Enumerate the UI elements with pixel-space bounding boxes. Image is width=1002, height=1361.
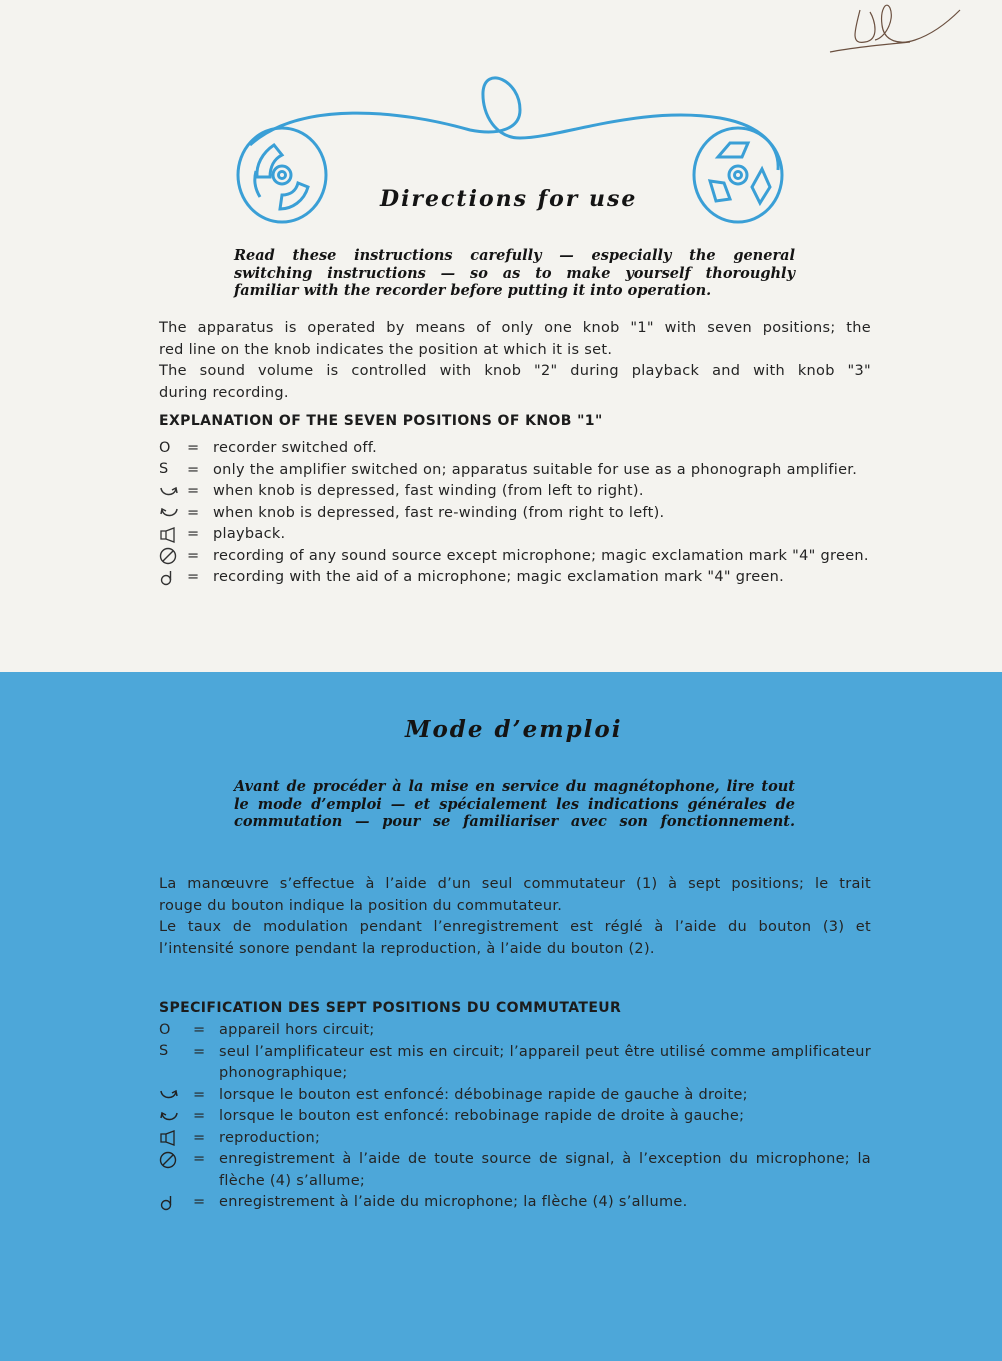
intro-line: familiar with the recorder before putting it into operation.: [234, 282, 712, 299]
fast-wind-icon: [159, 1085, 183, 1106]
record-no-mic-icon: [159, 546, 183, 567]
equals-sign: =: [187, 504, 200, 521]
english-positions-list: [159, 438, 871, 589]
list-item: [159, 460, 871, 482]
list-item: [159, 1192, 871, 1214]
item-text: when knob is depressed, fast re-winding (from right to left).: [213, 504, 665, 521]
item-text: recorder switched off.: [213, 440, 378, 456]
list-item: [159, 546, 871, 568]
equals-sign: =: [193, 1022, 206, 1038]
equals-sign: =: [187, 483, 200, 499]
equals-sign: =: [193, 1151, 206, 1167]
letter-s-symbol: S: [159, 1043, 169, 1060]
letter-s-symbol: S: [159, 461, 169, 478]
equals-sign: =: [187, 569, 200, 585]
equals-sign: =: [193, 1194, 206, 1210]
list-item: [159, 503, 871, 525]
circle-o-symbol: O: [159, 1021, 171, 1038]
equals-sign: =: [187, 440, 200, 456]
list-item: [159, 1020, 871, 1042]
item-text: when knob is depressed, fast winding (from left to right).: [213, 483, 644, 499]
french-heading: SPECIFICATION DES SEPT POSITIONS DU COMMUTATEUR: [159, 1000, 622, 1016]
playback-speaker-icon: [159, 1128, 183, 1149]
english-intro: [234, 247, 795, 300]
item-text: enregistrement à l’aide de toute source de signal, à l’exception du microphone; la flèche (4) s’allume;: [219, 1151, 871, 1189]
french-paragraph: [159, 874, 871, 960]
paragraph-line: The sound volume is controlled with knob "2" during playback and with knob "3": [159, 363, 871, 379]
english-paragraph: [159, 318, 871, 404]
microphone-icon: [159, 1192, 183, 1213]
item-text: lorsque le bouton est enfoncé: débobinage rapide de gauche à droite;: [219, 1086, 748, 1103]
equals-sign: =: [193, 1043, 206, 1060]
english-heading: EXPLANATION OF THE SEVEN POSITIONS OF KNOB "1": [159, 413, 603, 429]
intro-line: le mode d’emploi — et spécialement les indications générales de: [234, 795, 795, 813]
equals-sign: =: [193, 1129, 206, 1146]
list-item: [159, 1106, 871, 1128]
paragraph-line: during recording.: [159, 384, 289, 401]
list-item: [159, 1149, 871, 1192]
intro-line: Read these instructions carefully — especially the general: [234, 247, 795, 264]
record-no-mic-icon: [159, 1149, 183, 1170]
equals-sign: =: [193, 1086, 206, 1103]
equals-sign: =: [187, 547, 200, 564]
list-item: [159, 438, 871, 460]
paragraph-line: red line on the knob indicates the position at which it is set.: [159, 341, 613, 358]
list-item: [159, 1085, 871, 1107]
list-item: [159, 1042, 871, 1085]
equals-sign: =: [187, 461, 200, 478]
paragraph-line: La manœuvre s’effectue à l’aide d’un seul commutateur (1) à sept positions; le trait: [159, 876, 871, 892]
list-item: [159, 481, 871, 503]
paragraph-line: l’intensité sonore pendant la reproduction, à l’aide du bouton (2).: [159, 940, 655, 957]
french-section: [0, 672, 1002, 1361]
paragraph-line: Le taux de modulation pendant l’enregistrement est réglé à l’aide du bouton (3) et: [159, 919, 871, 935]
microphone-icon: [159, 567, 183, 588]
item-text: recording with the aid of a microphone; magic exclamation mark "4" green.: [213, 569, 785, 585]
equals-sign: =: [193, 1108, 206, 1124]
item-text: recording of any sound source except microphone; magic exclamation mark "4" green.: [213, 547, 869, 564]
french-title: Mode d’emploi: [405, 716, 623, 743]
equals-sign: =: [187, 526, 200, 542]
item-text: playback.: [213, 526, 286, 542]
english-title: Directions for use: [380, 186, 638, 212]
fast-wind-icon: [159, 481, 183, 502]
paragraph-line: rouge du bouton indique la position du commutateur.: [159, 897, 563, 914]
french-intro: [234, 778, 795, 831]
paragraph-line: The apparatus is operated by means of only one knob "1" with seven positions; the: [159, 320, 871, 336]
playback-speaker-icon: [159, 524, 183, 545]
item-text: lorsque le bouton est enfoncé: rebobinage rapide de droite à gauche;: [219, 1108, 745, 1124]
item-text: appareil hors circuit;: [219, 1022, 375, 1038]
item-text: enregistrement à l’aide du microphone; la flèche (4) s’allume.: [219, 1194, 688, 1210]
list-item: [159, 567, 871, 589]
list-item: [159, 1128, 871, 1150]
intro-line: commutation — pour se familiariser avec son fonctionnement.: [234, 813, 795, 830]
rewind-icon: [159, 503, 183, 524]
item-text: only the amplifier switched on; apparatus suitable for use as a phonograph amplifier.: [213, 461, 858, 478]
list-item: [159, 524, 871, 546]
intro-line: Avant de procéder à la mise en service du magnétophone, lire tout: [234, 778, 795, 795]
english-section: [0, 0, 1002, 672]
circle-o-symbol: O: [159, 439, 171, 456]
french-positions-list: [159, 1020, 871, 1214]
rewind-icon: [159, 1106, 183, 1127]
item-text: seul l’amplificateur est mis en circuit; l’appareil peut être utilisé comme amplificateur phonographique;: [219, 1043, 871, 1081]
intro-line: switching instructions — so as to make yourself thoroughly: [234, 264, 795, 282]
handwritten-signature: [820, 0, 1000, 80]
item-text: reproduction;: [219, 1129, 321, 1146]
